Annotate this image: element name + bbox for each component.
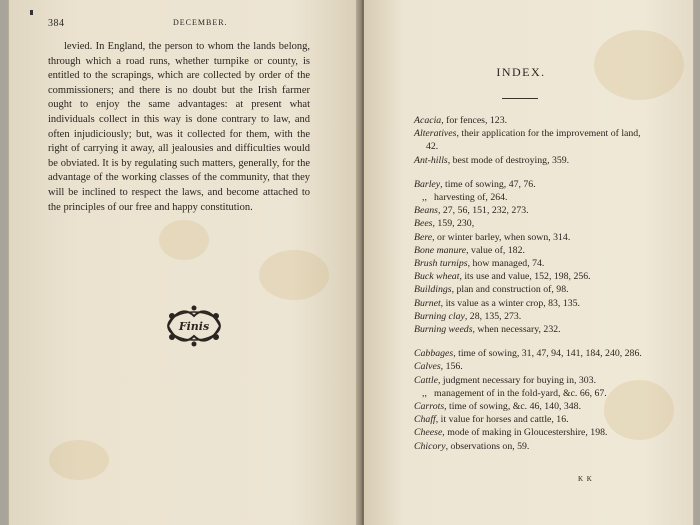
index-locator: , it value for horses and cattle, 16. <box>435 414 569 426</box>
index-term: Calves <box>414 361 441 373</box>
paper-stain <box>594 30 684 100</box>
index-locator: , its use and value, 152, 198, 256. <box>459 271 591 283</box>
index-list <box>414 114 644 453</box>
index-entry <box>414 297 644 310</box>
index-term: Bees <box>414 218 433 230</box>
index-term: Chicory <box>414 440 446 452</box>
index-locator: , mode of making in Gloucestershire, 198. <box>442 427 608 439</box>
index-term: Buck wheat <box>414 271 460 283</box>
index-entry <box>414 426 644 439</box>
index-entry <box>414 257 644 270</box>
index-locator: harvesting of, 264. <box>434 192 508 204</box>
running-head <box>48 18 288 32</box>
index-locator: , or winter barley, when sown, 314. <box>432 231 571 243</box>
index-locator: , observations on, 59. <box>445 440 530 452</box>
index-entry <box>414 231 644 244</box>
index-locator: , when necessary, 232. <box>472 324 561 336</box>
page-number: 384 <box>48 18 65 29</box>
index-locator: , best mode of destroying, 359. <box>447 154 570 166</box>
index-entry <box>414 114 644 127</box>
running-head-title: DECEMBER. <box>173 18 228 27</box>
index-term: Cheese <box>414 427 443 439</box>
index-locator: , time of sowing, 31, 47, 94, 141, 184, 240, 286. <box>453 348 642 360</box>
index-entry <box>414 440 644 453</box>
index-term: Burnet <box>414 297 441 309</box>
index-locator: , its value as a winter crop, 83, 135. <box>440 297 580 309</box>
index-locator: , time of sowing, &c. 46, 140, 348. <box>444 401 582 413</box>
index-term: Beans <box>414 205 438 217</box>
index-locator: , time of sowing, 47, 76. <box>440 178 536 190</box>
index-gap <box>414 167 644 178</box>
index-locator: , for fences, 123. <box>441 115 508 126</box>
index-term: Bone manure <box>414 244 467 256</box>
index-entry <box>414 400 644 413</box>
index-gap <box>414 336 644 347</box>
index-title: INDEX. <box>496 65 546 79</box>
index-locator: , 156. <box>440 361 463 373</box>
index-term: Acacia <box>414 115 442 126</box>
index-entry <box>414 191 644 204</box>
index-term: Chaff <box>414 414 436 426</box>
index-locator: , plan and construction of, 98. <box>451 284 569 296</box>
index-entry <box>414 283 644 296</box>
finis-text: Finis <box>178 320 210 333</box>
index-entry <box>414 244 644 257</box>
index-entry <box>414 154 644 167</box>
body-text <box>48 40 310 215</box>
index-entry <box>414 374 644 387</box>
paragraph: levied. In England, the person to whom the lands belong, through which a road runs, whether turnpike or county, is entitled to the scrapings, which are collected by order of the commissioners; and there is no doubt but the Irish farmer ought to enjoy the same advantages: at present what individuals collect in this way is done contrary to law, and often injudiciously; but, was it collected for them, with the right of carrying it away, all jealousies and difficulties would be obviated. It is by regulating such matters, generally, for the advantage of the working classes of the community, that they will be inclined to respect the laws, and become attached to the principles of our free and happy constitution. <box>48 41 310 213</box>
index-entry <box>414 127 644 153</box>
pin-mark <box>30 10 33 15</box>
index-term: Burning weeds <box>414 324 473 336</box>
paper-stain <box>49 440 109 480</box>
index-locator: , 28, 135, 273. <box>464 310 522 322</box>
paper-stain <box>159 220 209 260</box>
index-term: Cabbages <box>414 348 454 360</box>
index-term: Bere <box>414 231 433 243</box>
index-term: Ant-hills <box>414 154 448 166</box>
index-entry <box>414 178 644 191</box>
index-entry <box>414 323 644 336</box>
index-locator: , 159, 230, <box>432 218 475 230</box>
index-locator: , how managed, 74. <box>467 258 545 270</box>
index-entry <box>414 310 644 323</box>
index-locator: , value of, 182. <box>466 244 525 256</box>
index-entry <box>414 347 644 360</box>
index-term: Brush turnips <box>414 258 468 270</box>
index-term: Cattle <box>414 374 438 386</box>
index-entry <box>414 270 644 283</box>
index-locator: , judgment necessary for buying in, 303. <box>437 374 597 386</box>
ditto-mark: ,, <box>422 387 427 399</box>
index-term: Alteratives <box>414 128 457 140</box>
finis-ornament-icon <box>162 304 226 348</box>
index-entry <box>414 413 644 426</box>
index-term: Barley <box>414 178 441 190</box>
index-entry <box>414 204 644 217</box>
index-term: Carrots <box>414 401 445 413</box>
ditto-mark: ,, <box>422 192 427 204</box>
index-term: Buildings <box>414 284 452 296</box>
signature-mark: K K <box>578 475 593 483</box>
title-rule <box>502 98 538 99</box>
index-entry <box>414 387 644 400</box>
index-locator: , their application for the improvement of land, 42. <box>426 128 641 153</box>
paper-stain <box>259 250 329 300</box>
index-entry <box>414 360 644 373</box>
index-locator: , 27, 56, 151, 232, 273. <box>437 205 529 217</box>
index-entry <box>414 217 644 230</box>
index-term: Burning clay <box>414 310 465 322</box>
index-locator: management of in the fold-yard, &c. 66, 67. <box>434 387 607 399</box>
